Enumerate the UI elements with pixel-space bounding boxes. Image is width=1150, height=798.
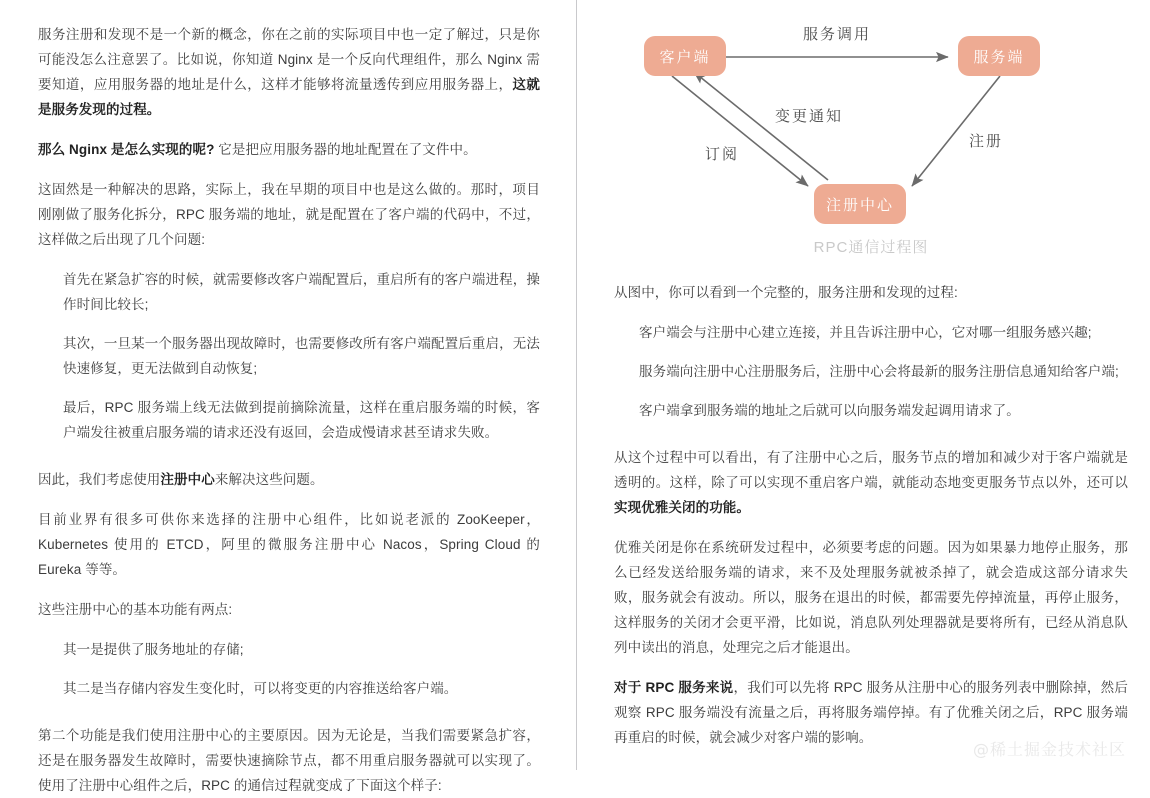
left-paragraphs-block-3 bbox=[38, 723, 540, 798]
list-item: 首先在紧急扩容的时候，就需要修改客户端配置后，重启所有的客户端进程，操作时间比较长; bbox=[63, 272, 540, 312]
left-paragraph-p2 bbox=[38, 137, 540, 162]
body-text: 因此，我们考虑使用 bbox=[38, 472, 161, 487]
process-list bbox=[614, 320, 1128, 423]
right-paragraph-r2 bbox=[614, 445, 1128, 520]
diagram-node-registry-label: 注册中心 bbox=[825, 196, 895, 214]
emphasis-text: 注册中心 bbox=[160, 472, 215, 487]
right-paragraph-r1 bbox=[614, 280, 1128, 305]
emphasis-text: 实现优雅关闭的功能。 bbox=[614, 500, 750, 515]
diagram-node-client-label: 客户端 bbox=[659, 48, 711, 66]
edge-label-subscribe: 订阅 bbox=[704, 145, 740, 163]
emphasis-text: 这就是服务发现的过程。 bbox=[38, 77, 540, 117]
list-item: 服务端向注册中心注册服务后，注册中心会将最新的服务注册信息通知给客户端; bbox=[639, 364, 1119, 379]
emphasis-text: 对于 RPC 服务来说 bbox=[614, 680, 734, 695]
list-item: 其次，一旦某一个服务器出现故障时，也需要修改所有客户端配置后重启，无法快速修复，更无法做到自动恢复; bbox=[63, 336, 540, 376]
body-text: 这些注册中心的基本功能有两点: bbox=[38, 602, 233, 617]
body-text: 这固然是一种解决的思路，实际上，我在早期的项目中也是这么做的。那时，项目刚刚做了服务化拆分，RPC 服务端的地址，就是配置在了客户端的代码中，不过，这样做之后出现了几个问题: bbox=[38, 182, 540, 247]
diagram-node-registry bbox=[814, 184, 906, 224]
diagram-node-server bbox=[958, 36, 1040, 76]
body-text: 它是把应用服务器的地址配置在了文件中。 bbox=[214, 142, 477, 157]
right-paragraph-r3 bbox=[614, 535, 1128, 660]
left-paragraph-p1 bbox=[38, 22, 540, 122]
figure-caption: RPC通信过程图 bbox=[813, 239, 929, 256]
list-item: 客户端拿到服务端的地址之后就可以向服务端发起调用请求了。 bbox=[639, 403, 1020, 418]
right-paragraphs-block-1 bbox=[614, 280, 1128, 305]
body-text: 服务注册和发现不是一个新的概念，你在之前的实际项目中也一定了解过，只是你可能没怎么注意罢了。比如说，你知道 Nginx 是一个反向代理组件，那么 Nginx 需要知道，应用服务器的地址是什么，这样才能够将流量透传到应用服务器上， bbox=[38, 27, 540, 92]
features-list bbox=[38, 637, 540, 701]
edge-label-service-call: 服务调用 bbox=[802, 25, 872, 43]
list-item: 最后，RPC 服务端上线无法做到提前摘除流量，这样在重启服务端的时候，客户端发往被重启服务端的请求还没有返回，会造成慢请求甚至请求失败。 bbox=[63, 400, 540, 440]
diagram-node-server-label: 服务端 bbox=[973, 48, 1025, 66]
edge-label-change-notify: 变更通知 bbox=[774, 107, 844, 125]
body-text: 第二个功能是我们使用注册中心的主要原因。因为无论是，当我们需要紧急扩容，还是在服务器发生故障时，需要快速摘除节点，都不用重启服务器就可以实现了。使用了注册中心组件之后，RPC 的通信过程就变成了下面这个样子: bbox=[38, 728, 540, 793]
left-paragraphs-block-1 bbox=[38, 22, 540, 252]
list-item: 其一是提供了服务地址的存储; bbox=[63, 642, 244, 657]
body-text: 来解决这些问题。 bbox=[214, 472, 324, 487]
body-text: ，我们可以先将 RPC 服务从注册中心的服务列表中删除掉，然后观察 RPC 服务端没有流量之后，再将服务端停掉。有了优雅关闭之后，RPC 服务端再重启的时候，就会减少对客户端的影响。 bbox=[614, 680, 1129, 745]
body-text: 优雅关闭是你在系统研发过程中，必须要考虑的问题。因为如果暴力地停止服务，那么已经发送给服务端的请求，来不及处理服务就被杀掉了，就会造成这部分请求失败，服务就会有波动。所以，服务在退出的时候，都需要先停掉流量，再停止服务，这样服务的关闭才会更平滑，比如说，消息队列处理器就是要将所有，已经从消息队列中读出的消息，处理完之后才能退出。 bbox=[614, 540, 1128, 655]
right-column bbox=[576, 0, 1150, 774]
left-paragraph-p3 bbox=[38, 177, 540, 252]
edge-label-register: 注册 bbox=[968, 132, 1004, 150]
list-item: 其二是当存储内容发生变化时，可以将变更的内容推送给客户端。 bbox=[63, 681, 458, 696]
body-text: 从这个过程中可以看出，有了注册中心之后，服务节点的增加和减少对于客户端就是透明的。这样，除了可以实现不重启客户端，就能动态地变更服务节点以外，还可以 bbox=[614, 450, 1128, 490]
body-text: 从图中，你可以看到一个完整的，服务注册和发现的过程: bbox=[614, 285, 958, 300]
left-paragraph-p6 bbox=[38, 597, 540, 622]
edge-service-call bbox=[726, 25, 948, 57]
left-paragraph-p5 bbox=[38, 507, 540, 582]
left-paragraphs-block-2 bbox=[38, 467, 540, 622]
right-paragraphs-block-2 bbox=[614, 445, 1128, 750]
diagram-svg bbox=[614, 14, 1128, 244]
left-paragraph-p7 bbox=[38, 723, 540, 798]
body-text: 目前业界有很多可供你来选择的注册中心组件，比如说老派的 ZooKeeper，Kubernetes 使用的 ETCD，阿里的微服务注册中心 Nacos，Spring Cloud 的 Eureka 等等。 bbox=[38, 512, 540, 577]
left-paragraph-p4 bbox=[38, 467, 540, 492]
diagram-node-client bbox=[644, 36, 726, 76]
rpc-communication-diagram bbox=[614, 14, 1128, 272]
list-item: 客户端会与注册中心建立连接，并且告诉注册中心，它对哪一组服务感兴趣; bbox=[639, 325, 1092, 340]
edge-subscribe bbox=[672, 76, 808, 186]
edge-register bbox=[912, 76, 1003, 186]
emphasis-text: 那么 Nginx 是怎么实现的呢? bbox=[38, 142, 215, 157]
watermark: @稀土掘金技术社区 bbox=[972, 740, 1126, 759]
problems-list bbox=[38, 267, 540, 445]
left-column bbox=[0, 0, 576, 793]
edge-change-notify bbox=[694, 72, 843, 180]
